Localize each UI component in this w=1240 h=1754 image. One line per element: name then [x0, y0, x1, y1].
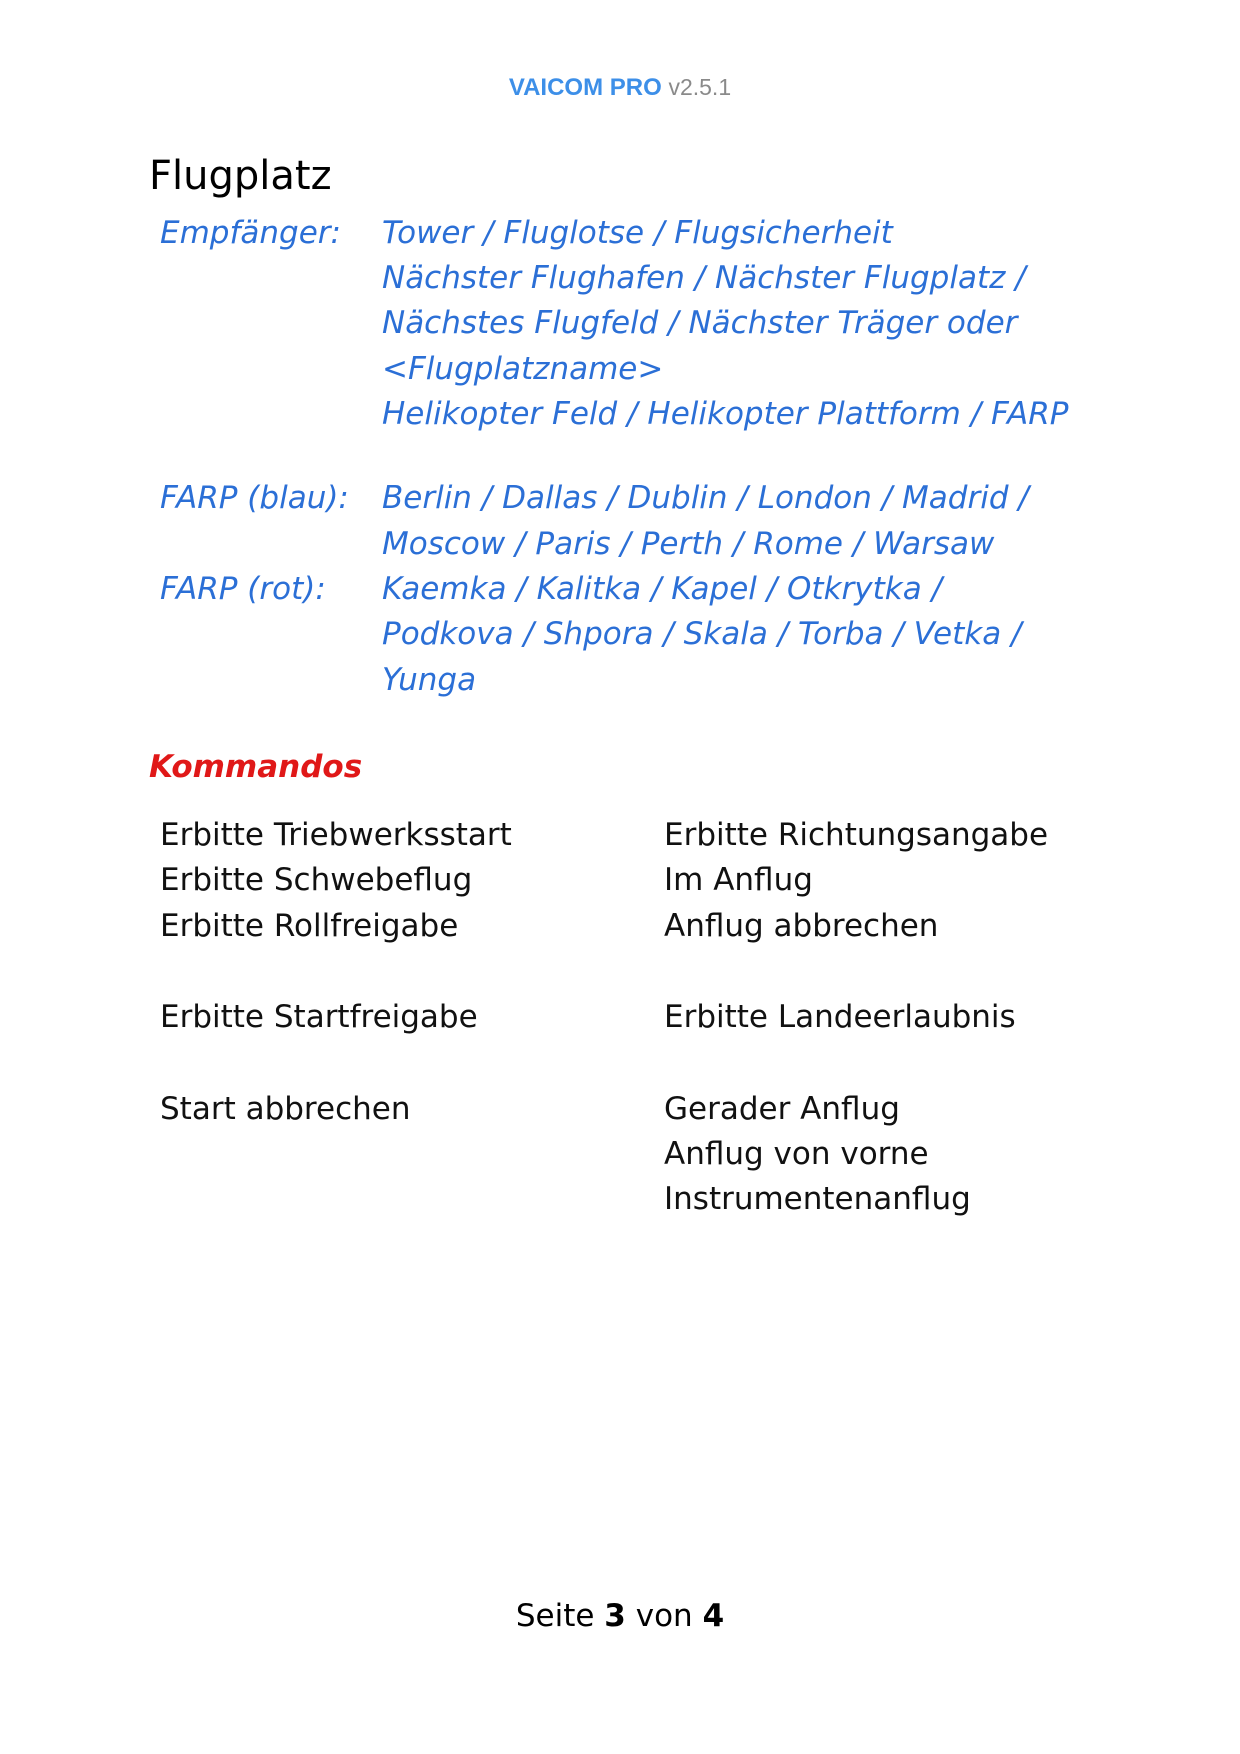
total-pages-number: 4: [702, 1598, 725, 1634]
farp-red-line: Podkova / Shpora / Skala / Torba / Vetka /: [382, 616, 1022, 652]
command-item: Im Anflug: [664, 862, 813, 898]
brand-name: VAICOM PRO: [508, 74, 662, 101]
command-item: Erbitte Schwebeflug: [160, 862, 473, 898]
command-item: Anflug abbrechen: [664, 908, 939, 944]
farp-blue-line: Berlin / Dallas / Dublin / London / Madrid /: [382, 480, 1029, 516]
current-page-number: 3: [604, 1598, 626, 1634]
page-header: [0, 74, 1240, 102]
farp-red-label: FARP (rot):: [160, 571, 326, 607]
command-item: Erbitte Triebwerksstart: [160, 817, 512, 853]
footer-middle: von: [635, 1598, 693, 1634]
command-item: Gerader Anflug: [664, 1091, 900, 1127]
recipients-line: Helikopter Feld / Helikopter Plattform / FARP: [382, 396, 1069, 432]
farp-blue-label: FARP (blau):: [160, 480, 349, 516]
page-footer: [0, 1598, 1240, 1634]
recipients-line: <Flugplatzname>: [382, 351, 664, 387]
command-item: Erbitte Startfreigabe: [160, 999, 478, 1035]
command-item: Instrumentenanflug: [664, 1181, 971, 1217]
recipients-label: Empfänger:: [160, 215, 341, 251]
recipients-line: Tower / Fluglotse / Flugsicherheit: [382, 215, 893, 251]
command-item: Anflug von vorne: [664, 1136, 929, 1172]
farp-red-line: Kaemka / Kalitka / Kapel / Otkrytka /: [382, 571, 943, 607]
command-item: Start abbrechen: [160, 1091, 411, 1127]
recipients-line: Nächstes Flugfeld / Nächster Träger oder: [382, 305, 1018, 341]
command-item: Erbitte Landeerlaubnis: [664, 999, 1016, 1035]
farp-blue-line: Moscow / Paris / Perth / Rome / Warsaw: [382, 526, 995, 562]
footer-prefix: Seite: [515, 1598, 595, 1634]
farp-red-line: Yunga: [382, 662, 477, 698]
recipients-line: Nächster Flughafen / Nächster Flugplatz /: [382, 260, 1026, 296]
version-label: v2.5.1: [668, 74, 732, 100]
command-item: Erbitte Richtungsangabe: [664, 817, 1049, 853]
command-item: Erbitte Rollfreigabe: [160, 908, 459, 944]
commands-title: Kommandos: [149, 749, 363, 785]
section-title: Flugplatz: [149, 153, 332, 199]
